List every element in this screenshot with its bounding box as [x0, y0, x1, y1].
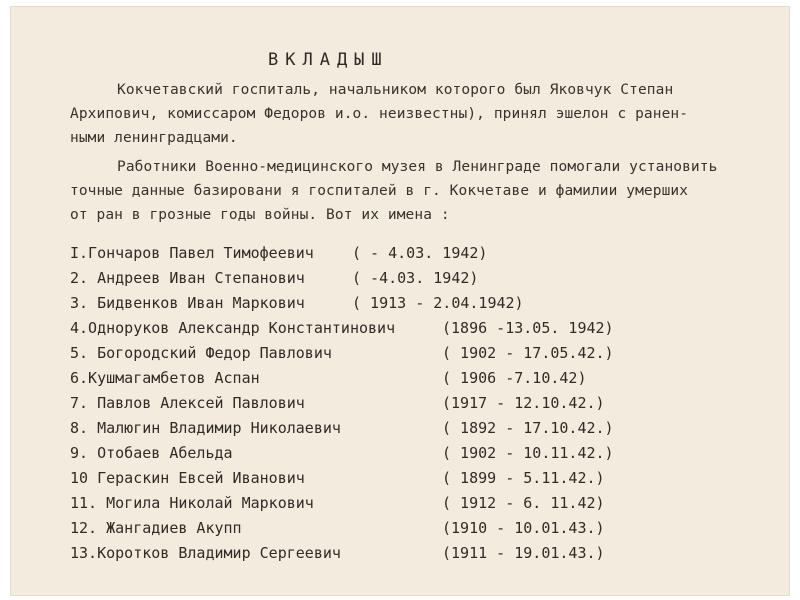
entry-name: 12. Жангадиев Акупп — [70, 519, 242, 537]
paragraph-2-line-2: точные данные базировани я госпиталей в г. Кокчетаве и фамилии умерших — [70, 183, 689, 199]
paragraph-1-line-1: Кокчетавский госпиталь, начальником которого был Яковчук Степан — [117, 82, 674, 98]
entry-name: 4.Однoруков Александр Константинович — [70, 319, 396, 337]
entry-dates: ( 1906 -7.10.42) — [442, 369, 587, 387]
entry-dates: ( -4.03. 1942) — [352, 269, 479, 287]
entry-dates: ( 1912 - 6. 11.42) — [442, 494, 605, 512]
entry-name: I.Гончаров Павел Тимофеевич — [70, 244, 314, 262]
page-title: ВКЛАДЫШ — [268, 50, 389, 70]
entry-dates: ( 1899 - 5.11.42.) — [442, 469, 605, 487]
entry-dates: (1911 - 19.01.43.) — [442, 544, 605, 562]
entry-name: 10 Гераскин Евсей Иванович — [70, 469, 305, 487]
entry-name: 9. Отобаев Абельда — [70, 444, 233, 462]
entry-name: 13.Коротков Владимир Сергеевич — [70, 544, 341, 562]
entry-dates: ( 1892 - 17.10.42.) — [442, 419, 614, 437]
entry-name: 11. Могила Николай Маркович — [70, 494, 314, 512]
entry-dates: ( 1913 - 2.04.1942) — [352, 294, 524, 312]
entry-dates: ( - 4.03. 1942) — [352, 244, 488, 262]
entry-name: 3. Бидвенков Иван Маркович — [70, 294, 305, 312]
paragraph-2-line-1: Работники Военно-медицинского музея в Ленинграде помогали установить — [117, 159, 718, 175]
entry-name: 5. Богородский Федор Павлович — [70, 344, 332, 362]
entry-dates: (1910 - 10.01.43.) — [442, 519, 605, 537]
paragraph-1-line-3: ными ленинградцами. — [70, 130, 238, 146]
paragraph-1-line-2: Архипович, комиссаром Федоров и.о. неизвестны), принял эшелон с ранен- — [70, 106, 689, 122]
entry-name: 8. Малюгин Владимир Николаевич — [70, 419, 341, 437]
entry-dates: (1917 - 12.10.42.) — [442, 394, 605, 412]
entry-dates: (1896 -13.05. 1942) — [442, 319, 614, 337]
entry-dates: ( 1902 - 17.05.42.) — [442, 344, 614, 362]
entry-name: 6.Кушмагамбетов Аспан — [70, 369, 260, 387]
paragraph-2-line-3: от ран в грозные годы войны. Вот их имена : — [70, 207, 450, 223]
entry-name: 7. Павлов Алексей Павлович — [70, 394, 305, 412]
entry-dates: ( 1902 - 10.11.42.) — [442, 444, 614, 462]
entry-name: 2. Андреев Иван Степанович — [70, 269, 305, 287]
document-sheet — [10, 6, 790, 596]
